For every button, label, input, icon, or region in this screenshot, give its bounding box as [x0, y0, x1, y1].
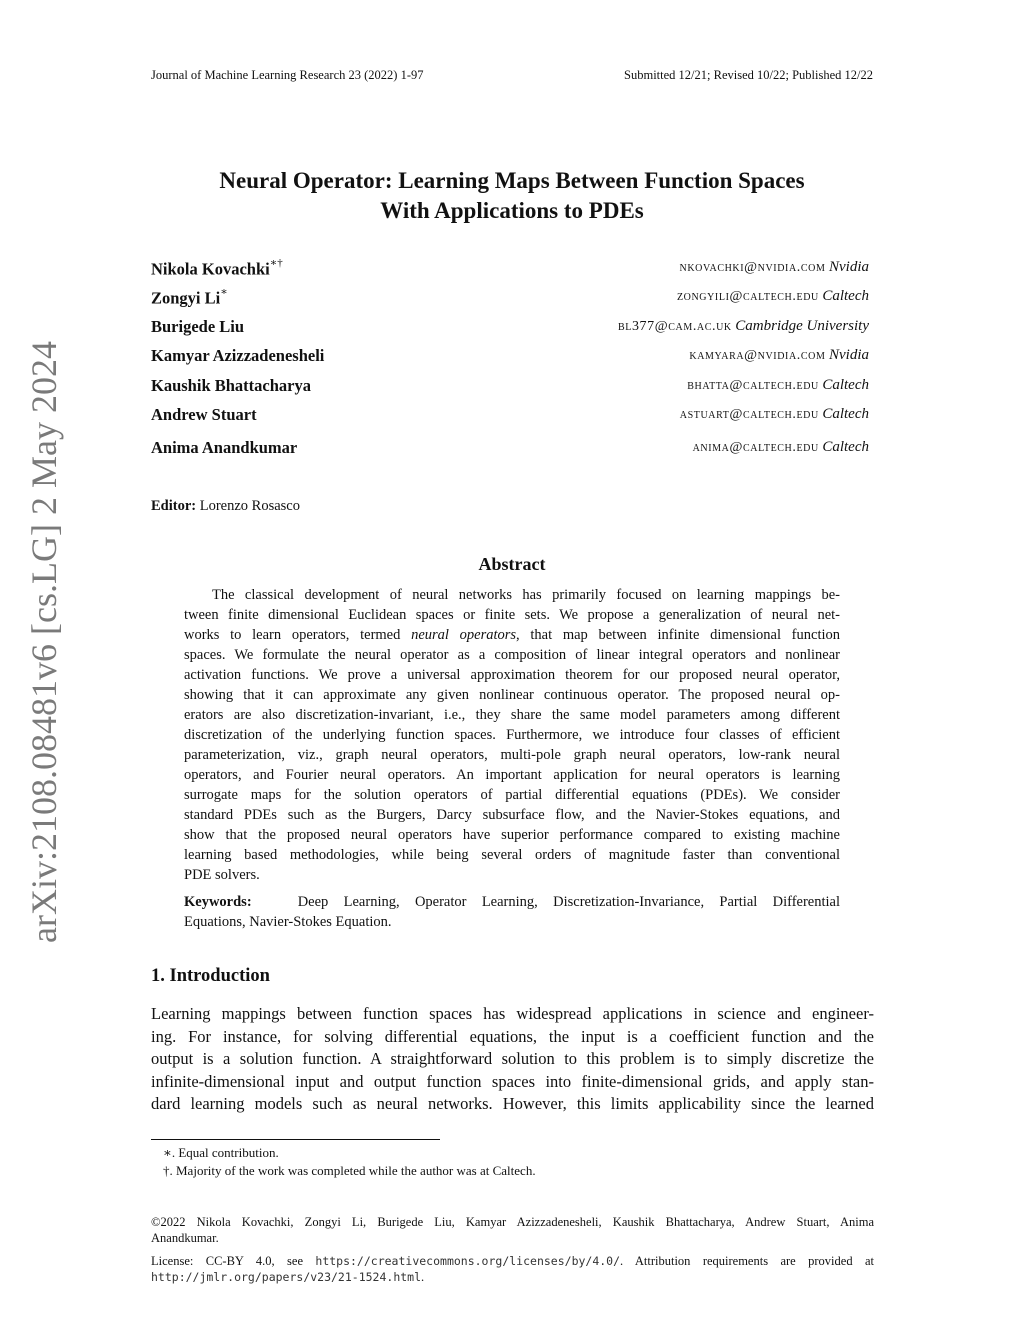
arxiv-identifier-stamp: arXiv:2108.08481v6 [cs.LG] 2 May 2024 [24, 341, 64, 943]
abstract-line: discretization of the underlying function spaces. Furthermore, we introduce four classes of efficient [184, 727, 840, 743]
author-contact [689, 347, 869, 364]
footnote-caltech: †. Majority of the work was completed while the author was at Caltech. [163, 1163, 536, 1178]
license-notice [151, 1253, 874, 1285]
author-email[interactable]: bl377@cam.ac.uk [617, 319, 732, 334]
footnote-divider [151, 1139, 440, 1140]
author-email[interactable]: astuart@caltech.edu [679, 407, 819, 422]
abstract-line: erators are also discretization-invariant, i.e., they share the same model parameters among different [184, 707, 840, 723]
author-affiliation: Nvidia [829, 347, 869, 363]
abstract-line: learning based methodologies, while being several orders of magnitude faster than conventional [184, 847, 840, 863]
footnote-equal-contribution: ∗. Equal contribution. [163, 1145, 279, 1160]
author-name: Burigede Liu [151, 317, 245, 336]
author-affiliation: Caltech [822, 406, 869, 422]
author-name: Kamyar Azizzadenesheli [151, 346, 325, 365]
journal-header: Journal of Machine Learning Research 23 (2022) 1-97 [151, 68, 424, 82]
author-email[interactable]: anima@caltech.edu [692, 440, 819, 455]
intro-line: output is a solution function. A straightforward solution to this problem is to simply discretize the [151, 1049, 874, 1068]
author-email[interactable]: nkovachki@nvidia.com [679, 260, 826, 275]
author-email[interactable]: kamyara@nvidia.com [689, 348, 826, 363]
abstract-line: activation functions. We prove a universal approximation theorem for our proposed neural operator, [184, 667, 840, 683]
author-affiliation: Caltech [822, 377, 869, 393]
introduction-body [151, 1003, 874, 1116]
abstract-heading: Abstract [478, 554, 546, 574]
abstract-line: operators, and Fourier neural operators. An important application for neural operators is learning [184, 767, 840, 783]
copyright-line: ©2022 Nikola Kovachki, Zongyi Li, Burigede Liu, Kamyar Azizzadenesheli, Kaushik Bhattacharya, Andrew Stuart, Anima [151, 1215, 874, 1229]
author-name: Nikola Kovachki∗† [151, 257, 283, 279]
author-contact [680, 406, 869, 423]
author-contact [680, 259, 870, 276]
paper-url-link[interactable]: http://jmlr.org/papers/v23/21-1524.html [151, 1270, 422, 1284]
author-footnote-marks: ∗ [220, 286, 228, 298]
author-affiliation: Cambridge University [735, 318, 869, 334]
copyright-line: Anandkumar. [151, 1231, 219, 1245]
license-line: http://jmlr.org/papers/v23/21-1524.html. [151, 1270, 425, 1284]
intro-line: Learning mappings between function spaces has widespread applications in science and engineer- [151, 1004, 874, 1023]
author-email[interactable]: bhatta@caltech.edu [687, 378, 819, 393]
abstract-line: parameterization, viz., graph neural operators, multi-pole graph neural operators, low-rank neural [184, 747, 840, 763]
neural-operators-term: neural operators [411, 627, 517, 643]
license-line: License: CC-BY 4.0, see https://creativecommons.org/licenses/by/4.0/. Attribution requirements are provided at [151, 1254, 874, 1268]
author-affiliation: Nvidia [829, 259, 869, 275]
abstract-line: standard PDEs such as the Burgers, Darcy subsurface flow, and the Navier-Stokes equations, and [184, 807, 840, 823]
abstract-line: PDE solvers. [184, 867, 260, 883]
editor-line [151, 498, 300, 515]
keywords-label: Keywords: [184, 894, 252, 910]
author-name: Anima Anandkumar [151, 438, 298, 457]
license-url-link[interactable]: https://creativecommons.org/licenses/by/4.0/ [315, 1254, 621, 1268]
keywords-line: Keywords: Deep Learning, Operator Learning, Discretization-Invariance, Partial Differential [184, 894, 840, 910]
submission-dates: Submitted 12/21; Revised 10/22; Published 12/22 [624, 68, 873, 82]
intro-line: ing. For instance, for solving differential equations, the input is a coefficient function and the [151, 1026, 874, 1046]
keywords [184, 892, 840, 932]
author-contact [693, 439, 869, 456]
intro-line: dard learning models such as neural networks. However, this limits applicability since the learned [151, 1094, 874, 1113]
paper-title-line-2: With Applications to PDEs [380, 198, 644, 223]
author-affiliation: Caltech [822, 288, 869, 304]
author-affiliation: Caltech [822, 439, 869, 455]
author-name: Kaushik Bhattacharya [151, 376, 311, 395]
author-contact [687, 377, 869, 394]
paper-title-line-1: Neural Operator: Learning Maps Between Function Spaces [219, 168, 805, 193]
intro-line: infinite-dimensional input and output function spaces into finite-dimensional grids, and apply stan- [151, 1071, 874, 1091]
abstract-body [184, 585, 840, 885]
keywords-line: Equations, Navier-Stokes Equation. [184, 914, 392, 930]
copyright-notice [151, 1214, 874, 1246]
editor-label: Editor: [151, 498, 197, 514]
author-name: Zongyi Li∗ [151, 286, 228, 308]
abstract-line: The classical development of neural networks has primarily focused on learning mappings be- [212, 587, 840, 603]
abstract-line: tween finite dimensional Euclidean spaces or finite sets. We propose a generalization of neural net- [184, 607, 840, 623]
abstract-line: show that the proposed neural operators have superior performance compared to existing machine [184, 827, 840, 843]
author-email[interactable]: zongyili@caltech.edu [676, 289, 819, 304]
author-contact [618, 318, 869, 335]
section-heading-introduction: 1. Introduction [151, 966, 270, 986]
author-name: Andrew Stuart [151, 405, 257, 424]
author-footnote-marks: ∗† [269, 257, 283, 269]
abstract-line: surrogate maps for the solution operators of partial differential equations (PDEs). We consider [184, 787, 840, 803]
abstract-line: spaces. We formulate the neural operator as a composition of linear integral operators and nonlinear [184, 647, 840, 663]
author-contact [677, 288, 869, 305]
editor-name: Lorenzo Rosasco [199, 498, 300, 514]
abstract-line: showing that it can approximate any given nonlinear continuous operator. The proposed neural op- [184, 687, 840, 703]
abstract-line: works to learn operators, termed neural operators, that map between infinite dimensional function [184, 627, 841, 643]
